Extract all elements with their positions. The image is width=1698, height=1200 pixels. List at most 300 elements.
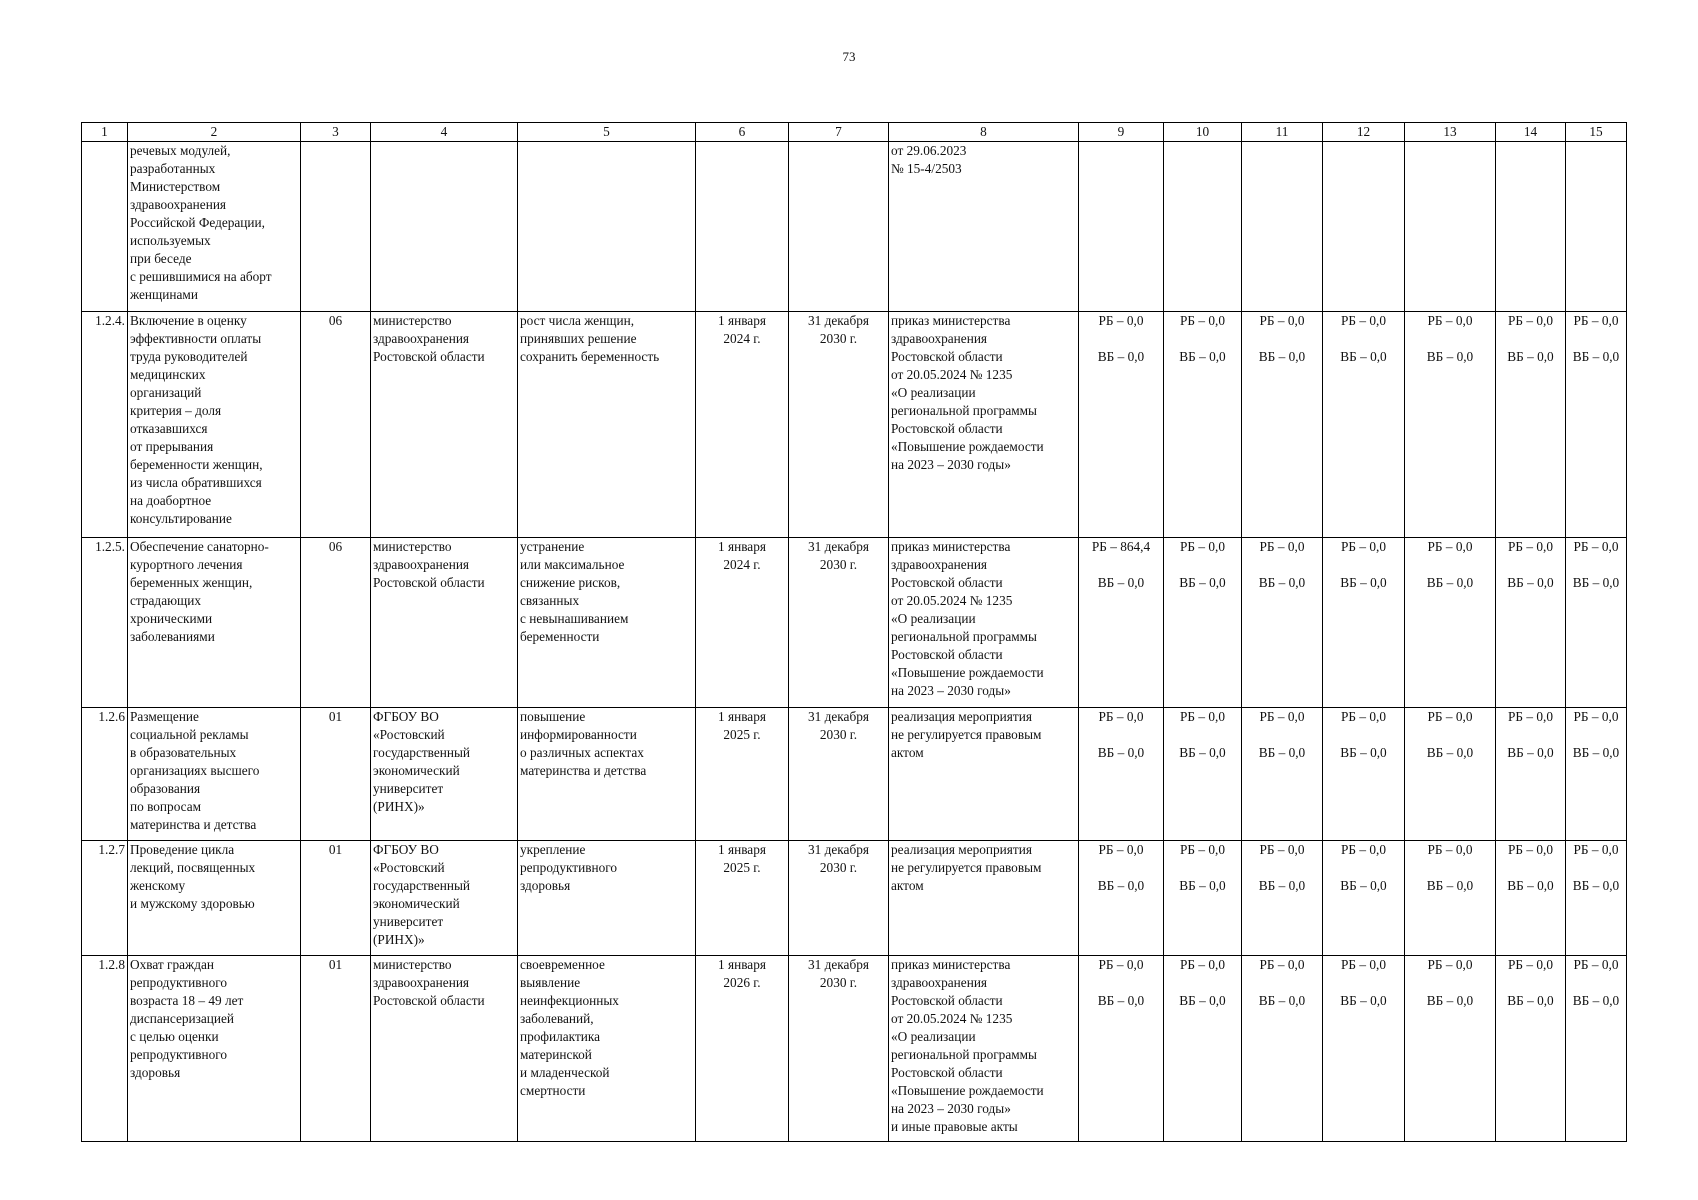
table-row: [82, 142, 1627, 312]
header-row: [82, 123, 1627, 142]
start-date-cell: [696, 841, 789, 956]
extra-budget-value: ВБ – 0,0: [1340, 575, 1387, 590]
cell-line: сохранить беременность: [520, 349, 660, 364]
cell-line: профилактика: [520, 1029, 601, 1044]
regional-budget-value: РБ – 0,0: [1259, 709, 1305, 724]
regional-budget-value: РБ – 0,0: [1180, 539, 1225, 554]
regional-budget-value: РБ – 0,0: [1098, 313, 1144, 328]
cell-line: здравоохранения: [891, 975, 988, 990]
cell-line: «О реализации: [891, 1029, 976, 1044]
measure-number: [82, 142, 128, 312]
regional-budget-value: РБ – 0,0: [1259, 957, 1305, 972]
extra-budget-value: ВБ – 0,0: [1507, 745, 1554, 760]
funding-cell: [1496, 538, 1566, 708]
funding-cell: [1164, 956, 1242, 1142]
cell-line: на 2023 – 2030 годы»: [891, 457, 1011, 472]
measure-number: 1.2.5.: [82, 538, 128, 708]
regional-budget-value: РБ – 0,0: [1573, 539, 1619, 554]
cell-line: Ростовской области: [891, 647, 1003, 662]
cell-line: от 20.05.2024 № 1235: [891, 1011, 1013, 1026]
cell-line: организаций: [130, 385, 202, 400]
regional-budget-value: РБ – 0,0: [1341, 957, 1386, 972]
cell-line: материнской: [520, 1047, 592, 1062]
cell-line: «Ростовский: [373, 727, 445, 742]
measure-code: 01: [301, 708, 371, 841]
cell-line: снижение рисков,: [520, 575, 621, 590]
regional-budget-value: РБ – 0,0: [1180, 709, 1225, 724]
cell-line: репродуктивного: [130, 1047, 228, 1062]
regional-budget-value: РБ – 0,0: [1573, 842, 1619, 857]
cell-line: курортного лечения: [130, 557, 243, 572]
measure-name: [128, 538, 301, 708]
column-number: 8: [889, 123, 1079, 142]
regional-budget-value: РБ – 0,0: [1180, 842, 1225, 857]
funding-cell: [1164, 841, 1242, 956]
cell-line: материнства и детства: [130, 817, 257, 832]
cell-line: 31 декабря: [808, 842, 869, 857]
regional-budget-value: РБ – 0,0: [1098, 957, 1144, 972]
cell-line: устранение: [520, 539, 585, 554]
funding-cell: [1323, 708, 1405, 841]
measure-code: 01: [301, 841, 371, 956]
cell-line: не регулируется правовым: [891, 727, 1042, 742]
cell-line: приказ министерства: [891, 539, 1011, 554]
cell-line: от 20.05.2024 № 1235: [891, 593, 1013, 608]
cell-line: по вопросам: [130, 799, 202, 814]
funding-cell: [1496, 956, 1566, 1142]
cell-line: репродуктивного: [130, 975, 228, 990]
cell-line: критерия – доля: [130, 403, 222, 418]
funding-cell: [1323, 142, 1405, 312]
cell-line: 2024 г.: [723, 557, 761, 572]
extra-budget-value: ВБ – 0,0: [1258, 993, 1306, 1008]
cell-line: социальной рекламы: [130, 727, 249, 742]
cell-line: заболеваний,: [520, 1011, 594, 1026]
funding-cell: [1242, 142, 1323, 312]
extra-budget-value: ВБ – 0,0: [1507, 349, 1554, 364]
funding-cell: [1079, 142, 1164, 312]
regional-budget-value: РБ – 864,4: [1091, 539, 1151, 554]
cell-line: здравоохранения: [373, 557, 470, 572]
extra-budget-value: ВБ – 0,0: [1426, 575, 1474, 590]
column-number: 6: [696, 123, 789, 142]
column-number: 11: [1242, 123, 1323, 142]
regional-budget-value: РБ – 0,0: [1427, 842, 1473, 857]
cell-line: заболеваниями: [130, 629, 215, 644]
cell-line: укрепление: [520, 842, 586, 857]
funding-cell: [1566, 142, 1627, 312]
measure-code: [301, 142, 371, 312]
regional-budget-value: РБ – 0,0: [1427, 957, 1473, 972]
table-row: [82, 538, 1627, 708]
measure-name: [128, 956, 301, 1142]
cell-line: приказ министерства: [891, 313, 1011, 328]
cell-line: не регулируется правовым: [891, 860, 1042, 875]
executor-cell: [371, 538, 518, 708]
legal-basis-cell: [889, 841, 1079, 956]
cell-line: министерство: [373, 539, 452, 554]
cell-line: 2024 г.: [723, 331, 761, 346]
column-number: 12: [1323, 123, 1405, 142]
expected-result-cell: [518, 708, 696, 841]
extra-budget-value: ВБ – 0,0: [1507, 575, 1554, 590]
cell-line: 2030 г.: [819, 975, 858, 990]
cell-line: «Повышение рождаемости: [891, 665, 1044, 680]
page-number: 73: [842, 49, 856, 64]
measure-number: 1.2.7: [82, 841, 128, 956]
cell-line: рост числа женщин,: [520, 313, 635, 328]
extra-budget-value: ВБ – 0,0: [1097, 349, 1145, 364]
funding-cell: [1323, 841, 1405, 956]
regional-budget-value: РБ – 0,0: [1098, 709, 1144, 724]
end-date-cell: [789, 312, 889, 538]
measure-code: 06: [301, 312, 371, 538]
table-row: [82, 708, 1627, 841]
regional-budget-value: РБ – 0,0: [1573, 957, 1619, 972]
funding-cell: [1323, 538, 1405, 708]
cell-line: репродуктивного: [520, 860, 618, 875]
cell-line: 2030 г.: [819, 331, 858, 346]
cell-line: в образовательных: [130, 745, 237, 760]
measure-code: 06: [301, 538, 371, 708]
cell-line: принявших решение: [520, 331, 637, 346]
executor-cell: [371, 956, 518, 1142]
legal-basis-cell: [889, 312, 1079, 538]
cell-line: экономический: [373, 763, 460, 778]
cell-line: речевых модулей,: [130, 143, 231, 158]
funding-cell: [1405, 538, 1496, 708]
regional-budget-value: РБ – 0,0: [1427, 539, 1473, 554]
cell-line: эффективности оплаты: [130, 331, 262, 346]
measure-name: [128, 142, 301, 312]
cell-line: региональной программы: [891, 629, 1037, 644]
column-number: 2: [128, 123, 301, 142]
cell-line: диспансеризацией: [130, 1011, 235, 1026]
cell-line: государственный: [373, 878, 471, 893]
extra-budget-value: ВБ – 0,0: [1340, 993, 1387, 1008]
cell-line: актом: [891, 878, 924, 893]
expected-result-cell: [518, 841, 696, 956]
cell-line: 2030 г.: [819, 727, 858, 742]
measure-code: 01: [301, 956, 371, 1142]
start-date-cell: [696, 708, 789, 841]
regional-budget-value: РБ – 0,0: [1508, 709, 1553, 724]
cell-line: 1 января: [718, 709, 766, 724]
funding-cell: [1405, 312, 1496, 538]
cell-line: материнства и детства: [520, 763, 647, 778]
extra-budget-value: ВБ – 0,0: [1340, 878, 1387, 893]
legal-basis-cell: [889, 538, 1079, 708]
column-number: 1: [82, 123, 128, 142]
cell-line: 1 января: [718, 957, 766, 972]
cell-line: из числа обратившихся: [130, 475, 262, 490]
cell-line: Министерством: [130, 179, 221, 194]
funding-cell: [1242, 708, 1323, 841]
legal-basis-cell: [889, 956, 1079, 1142]
cell-line: возраста 18 – 49 лет: [130, 993, 244, 1008]
cell-line: консультирование: [130, 511, 232, 526]
extra-budget-value: ВБ – 0,0: [1258, 878, 1306, 893]
cell-line: Охват граждан: [130, 957, 215, 972]
cell-line: неинфекционных: [520, 993, 619, 1008]
cell-line: лекций, посвященных: [130, 860, 256, 875]
extra-budget-value: ВБ – 0,0: [1258, 575, 1306, 590]
cell-line: 31 декабря: [808, 957, 869, 972]
cell-line: Ростовской области: [891, 993, 1003, 1008]
cell-line: (РИНХ)»: [373, 799, 425, 814]
funding-cell: [1079, 841, 1164, 956]
cell-line: здоровья: [130, 1065, 181, 1080]
cell-line: на 2023 – 2030 годы»: [891, 1101, 1011, 1116]
extra-budget-value: ВБ – 0,0: [1179, 993, 1226, 1008]
regional-budget-value: РБ – 0,0: [1180, 957, 1225, 972]
cell-line: здравоохранения: [130, 197, 227, 212]
cell-line: «Ростовский: [373, 860, 445, 875]
regional-budget-value: РБ – 0,0: [1508, 842, 1553, 857]
cell-line: при беседе: [130, 251, 192, 266]
cell-line: разработанных: [130, 161, 216, 176]
extra-budget-value: ВБ – 0,0: [1572, 349, 1620, 364]
cell-line: Ростовской области: [891, 421, 1003, 436]
cell-line: министерство: [373, 957, 452, 972]
measure-number: 1.2.6: [82, 708, 128, 841]
regional-budget-value: РБ – 0,0: [1341, 539, 1386, 554]
regional-budget-value: РБ – 0,0: [1427, 313, 1473, 328]
column-number: 5: [518, 123, 696, 142]
start-date-cell: [696, 312, 789, 538]
extra-budget-value: ВБ – 0,0: [1097, 575, 1145, 590]
funding-cell: [1242, 538, 1323, 708]
cell-line: труда руководителей: [130, 349, 248, 364]
column-number: 15: [1566, 123, 1627, 142]
cell-line: здравоохранения: [373, 331, 470, 346]
cell-line: с целью оценки: [130, 1029, 219, 1044]
cell-line: здоровья: [520, 878, 571, 893]
cell-line: Ростовской области: [373, 993, 485, 1008]
cell-line: актом: [891, 745, 924, 760]
funding-cell: [1405, 708, 1496, 841]
cell-line: Ростовской области: [373, 575, 485, 590]
extra-budget-value: ВБ – 0,0: [1097, 878, 1145, 893]
cell-line: «Повышение рождаемости: [891, 439, 1044, 454]
cell-line: используемых: [130, 233, 211, 248]
extra-budget-value: ВБ – 0,0: [1097, 993, 1145, 1008]
cell-line: Проведение цикла: [130, 842, 235, 857]
executor-cell: [371, 312, 518, 538]
column-number: 10: [1164, 123, 1242, 142]
regional-budget-value: РБ – 0,0: [1508, 539, 1553, 554]
cell-line: беременности женщин,: [130, 457, 263, 472]
cell-line: 2025 г.: [723, 727, 761, 742]
cell-line: женскому: [130, 878, 186, 893]
cell-line: Включение в оценку: [130, 313, 247, 328]
extra-budget-value: ВБ – 0,0: [1507, 993, 1554, 1008]
cell-line: и мужскому здоровью: [130, 896, 255, 911]
regional-budget-value: РБ – 0,0: [1508, 313, 1553, 328]
extra-budget-value: ВБ – 0,0: [1426, 349, 1474, 364]
extra-budget-value: ВБ – 0,0: [1426, 878, 1474, 893]
extra-budget-value: ВБ – 0,0: [1258, 349, 1306, 364]
cell-line: 1 января: [718, 539, 766, 554]
extra-budget-value: ВБ – 0,0: [1097, 745, 1145, 760]
cell-line: Ростовской области: [891, 1065, 1003, 1080]
cell-line: от прерывания: [130, 439, 214, 454]
funding-cell: [1496, 142, 1566, 312]
cell-line: «О реализации: [891, 385, 976, 400]
cell-line: повышение: [520, 709, 586, 724]
start-date-cell: [696, 142, 789, 312]
column-number: 7: [789, 123, 889, 142]
cell-line: 1 января: [718, 313, 766, 328]
cell-line: 2025 г.: [723, 860, 761, 875]
measures-table: [81, 122, 1627, 1142]
cell-line: и младенческой: [520, 1065, 610, 1080]
cell-line: «Повышение рождаемости: [891, 1083, 1044, 1098]
extra-budget-value: ВБ – 0,0: [1340, 745, 1387, 760]
funding-cell: [1496, 312, 1566, 538]
cell-line: Ростовской области: [891, 349, 1003, 364]
cell-line: Обеспечение санаторно-: [130, 539, 269, 554]
funding-cell: [1164, 312, 1242, 538]
cell-line: ФГБОУ ВО: [373, 842, 439, 857]
extra-budget-value: ВБ – 0,0: [1426, 745, 1474, 760]
cell-line: «О реализации: [891, 611, 976, 626]
cell-line: отказавшихся: [130, 421, 208, 436]
legal-basis-cell: [889, 142, 1079, 312]
funding-cell: [1079, 538, 1164, 708]
start-date-cell: [696, 538, 789, 708]
executor-cell: [371, 708, 518, 841]
cell-line: здравоохранения: [373, 975, 470, 990]
column-number: 4: [371, 123, 518, 142]
extra-budget-value: ВБ – 0,0: [1258, 745, 1306, 760]
cell-line: беременных женщин,: [130, 575, 253, 590]
cell-line: министерство: [373, 313, 452, 328]
cell-line: экономический: [373, 896, 460, 911]
cell-line: образования: [130, 781, 201, 796]
cell-line: Размещение: [130, 709, 199, 724]
extra-budget-value: ВБ – 0,0: [1179, 575, 1226, 590]
end-date-cell: [789, 841, 889, 956]
funding-cell: [1496, 841, 1566, 956]
measure-number: 1.2.4.: [82, 312, 128, 538]
cell-line: о различных аспектах: [520, 745, 644, 760]
cell-line: 2026 г.: [723, 975, 761, 990]
extra-budget-value: ВБ – 0,0: [1572, 575, 1620, 590]
regional-budget-value: РБ – 0,0: [1259, 539, 1305, 554]
cell-line: беременности: [520, 629, 600, 644]
expected-result-cell: [518, 312, 696, 538]
funding-cell: [1566, 708, 1627, 841]
regional-budget-value: РБ – 0,0: [1427, 709, 1473, 724]
funding-cell: [1566, 312, 1627, 538]
funding-cell: [1405, 142, 1496, 312]
extra-budget-value: ВБ – 0,0: [1426, 993, 1474, 1008]
funding-cell: [1323, 312, 1405, 538]
funding-cell: [1405, 956, 1496, 1142]
cell-line: реализация мероприятия: [891, 709, 1032, 724]
column-number: 3: [301, 123, 371, 142]
expected-result-cell: [518, 956, 696, 1142]
cell-line: выявление: [520, 975, 581, 990]
end-date-cell: [789, 142, 889, 312]
cell-line: региональной программы: [891, 1047, 1037, 1062]
cell-line: региональной программы: [891, 403, 1037, 418]
cell-line: приказ министерства: [891, 957, 1011, 972]
funding-cell: [1496, 708, 1566, 841]
funding-cell: [1566, 841, 1627, 956]
funding-cell: [1164, 708, 1242, 841]
funding-cell: [1242, 841, 1323, 956]
extra-budget-value: ВБ – 0,0: [1179, 745, 1226, 760]
cell-line: здравоохранения: [891, 557, 988, 572]
regional-budget-value: РБ – 0,0: [1098, 842, 1144, 857]
cell-line: страдающих: [130, 593, 202, 608]
cell-line: ФГБОУ ВО: [373, 709, 439, 724]
funding-cell: [1566, 538, 1627, 708]
cell-line: университет: [373, 781, 444, 796]
cell-line: от 20.05.2024 № 1235: [891, 367, 1013, 382]
extra-budget-value: ВБ – 0,0: [1179, 878, 1226, 893]
cell-line: своевременное: [520, 957, 605, 972]
regional-budget-value: РБ – 0,0: [1259, 313, 1305, 328]
cell-line: Российской Федерации,: [130, 215, 265, 230]
expected-result-cell: [518, 142, 696, 312]
cell-line: реализация мероприятия: [891, 842, 1032, 857]
start-date-cell: [696, 956, 789, 1142]
cell-line: или максимальное: [520, 557, 625, 572]
measure-name: [128, 841, 301, 956]
regional-budget-value: РБ – 0,0: [1341, 709, 1386, 724]
table-row: [82, 956, 1627, 1142]
cell-line: смертности: [520, 1083, 586, 1098]
extra-budget-value: ВБ – 0,0: [1340, 349, 1387, 364]
funding-cell: [1566, 956, 1627, 1142]
end-date-cell: [789, 708, 889, 841]
cell-line: хроническими: [130, 611, 213, 626]
measure-name: [128, 312, 301, 538]
regional-budget-value: РБ – 0,0: [1341, 313, 1386, 328]
end-date-cell: [789, 956, 889, 1142]
cell-line: с решившимися на аборт: [130, 269, 272, 284]
cell-line: на доабортное: [130, 493, 212, 508]
funding-cell: [1405, 841, 1496, 956]
cell-line: и иные правовые акты: [891, 1119, 1018, 1134]
table-row: [82, 312, 1627, 538]
cell-line: информированности: [520, 727, 637, 742]
extra-budget-value: ВБ – 0,0: [1507, 878, 1554, 893]
funding-cell: [1079, 956, 1164, 1142]
cell-line: 1 января: [718, 842, 766, 857]
regional-budget-value: РБ – 0,0: [1508, 957, 1553, 972]
extra-budget-value: ВБ – 0,0: [1572, 745, 1620, 760]
cell-line: Ростовской области: [373, 349, 485, 364]
measure-name: [128, 708, 301, 841]
end-date-cell: [789, 538, 889, 708]
column-number: 13: [1405, 123, 1496, 142]
regional-budget-value: РБ – 0,0: [1341, 842, 1386, 857]
funding-cell: [1079, 708, 1164, 841]
cell-line: 31 декабря: [808, 313, 869, 328]
column-number: 9: [1079, 123, 1164, 142]
cell-line: государственный: [373, 745, 471, 760]
cell-line: (РИНХ)»: [373, 932, 425, 947]
funding-cell: [1323, 956, 1405, 1142]
cell-line: от 29.06.2023: [891, 143, 967, 158]
cell-line: 2030 г.: [819, 860, 858, 875]
measure-number: 1.2.8: [82, 956, 128, 1142]
regional-budget-value: РБ – 0,0: [1259, 842, 1305, 857]
